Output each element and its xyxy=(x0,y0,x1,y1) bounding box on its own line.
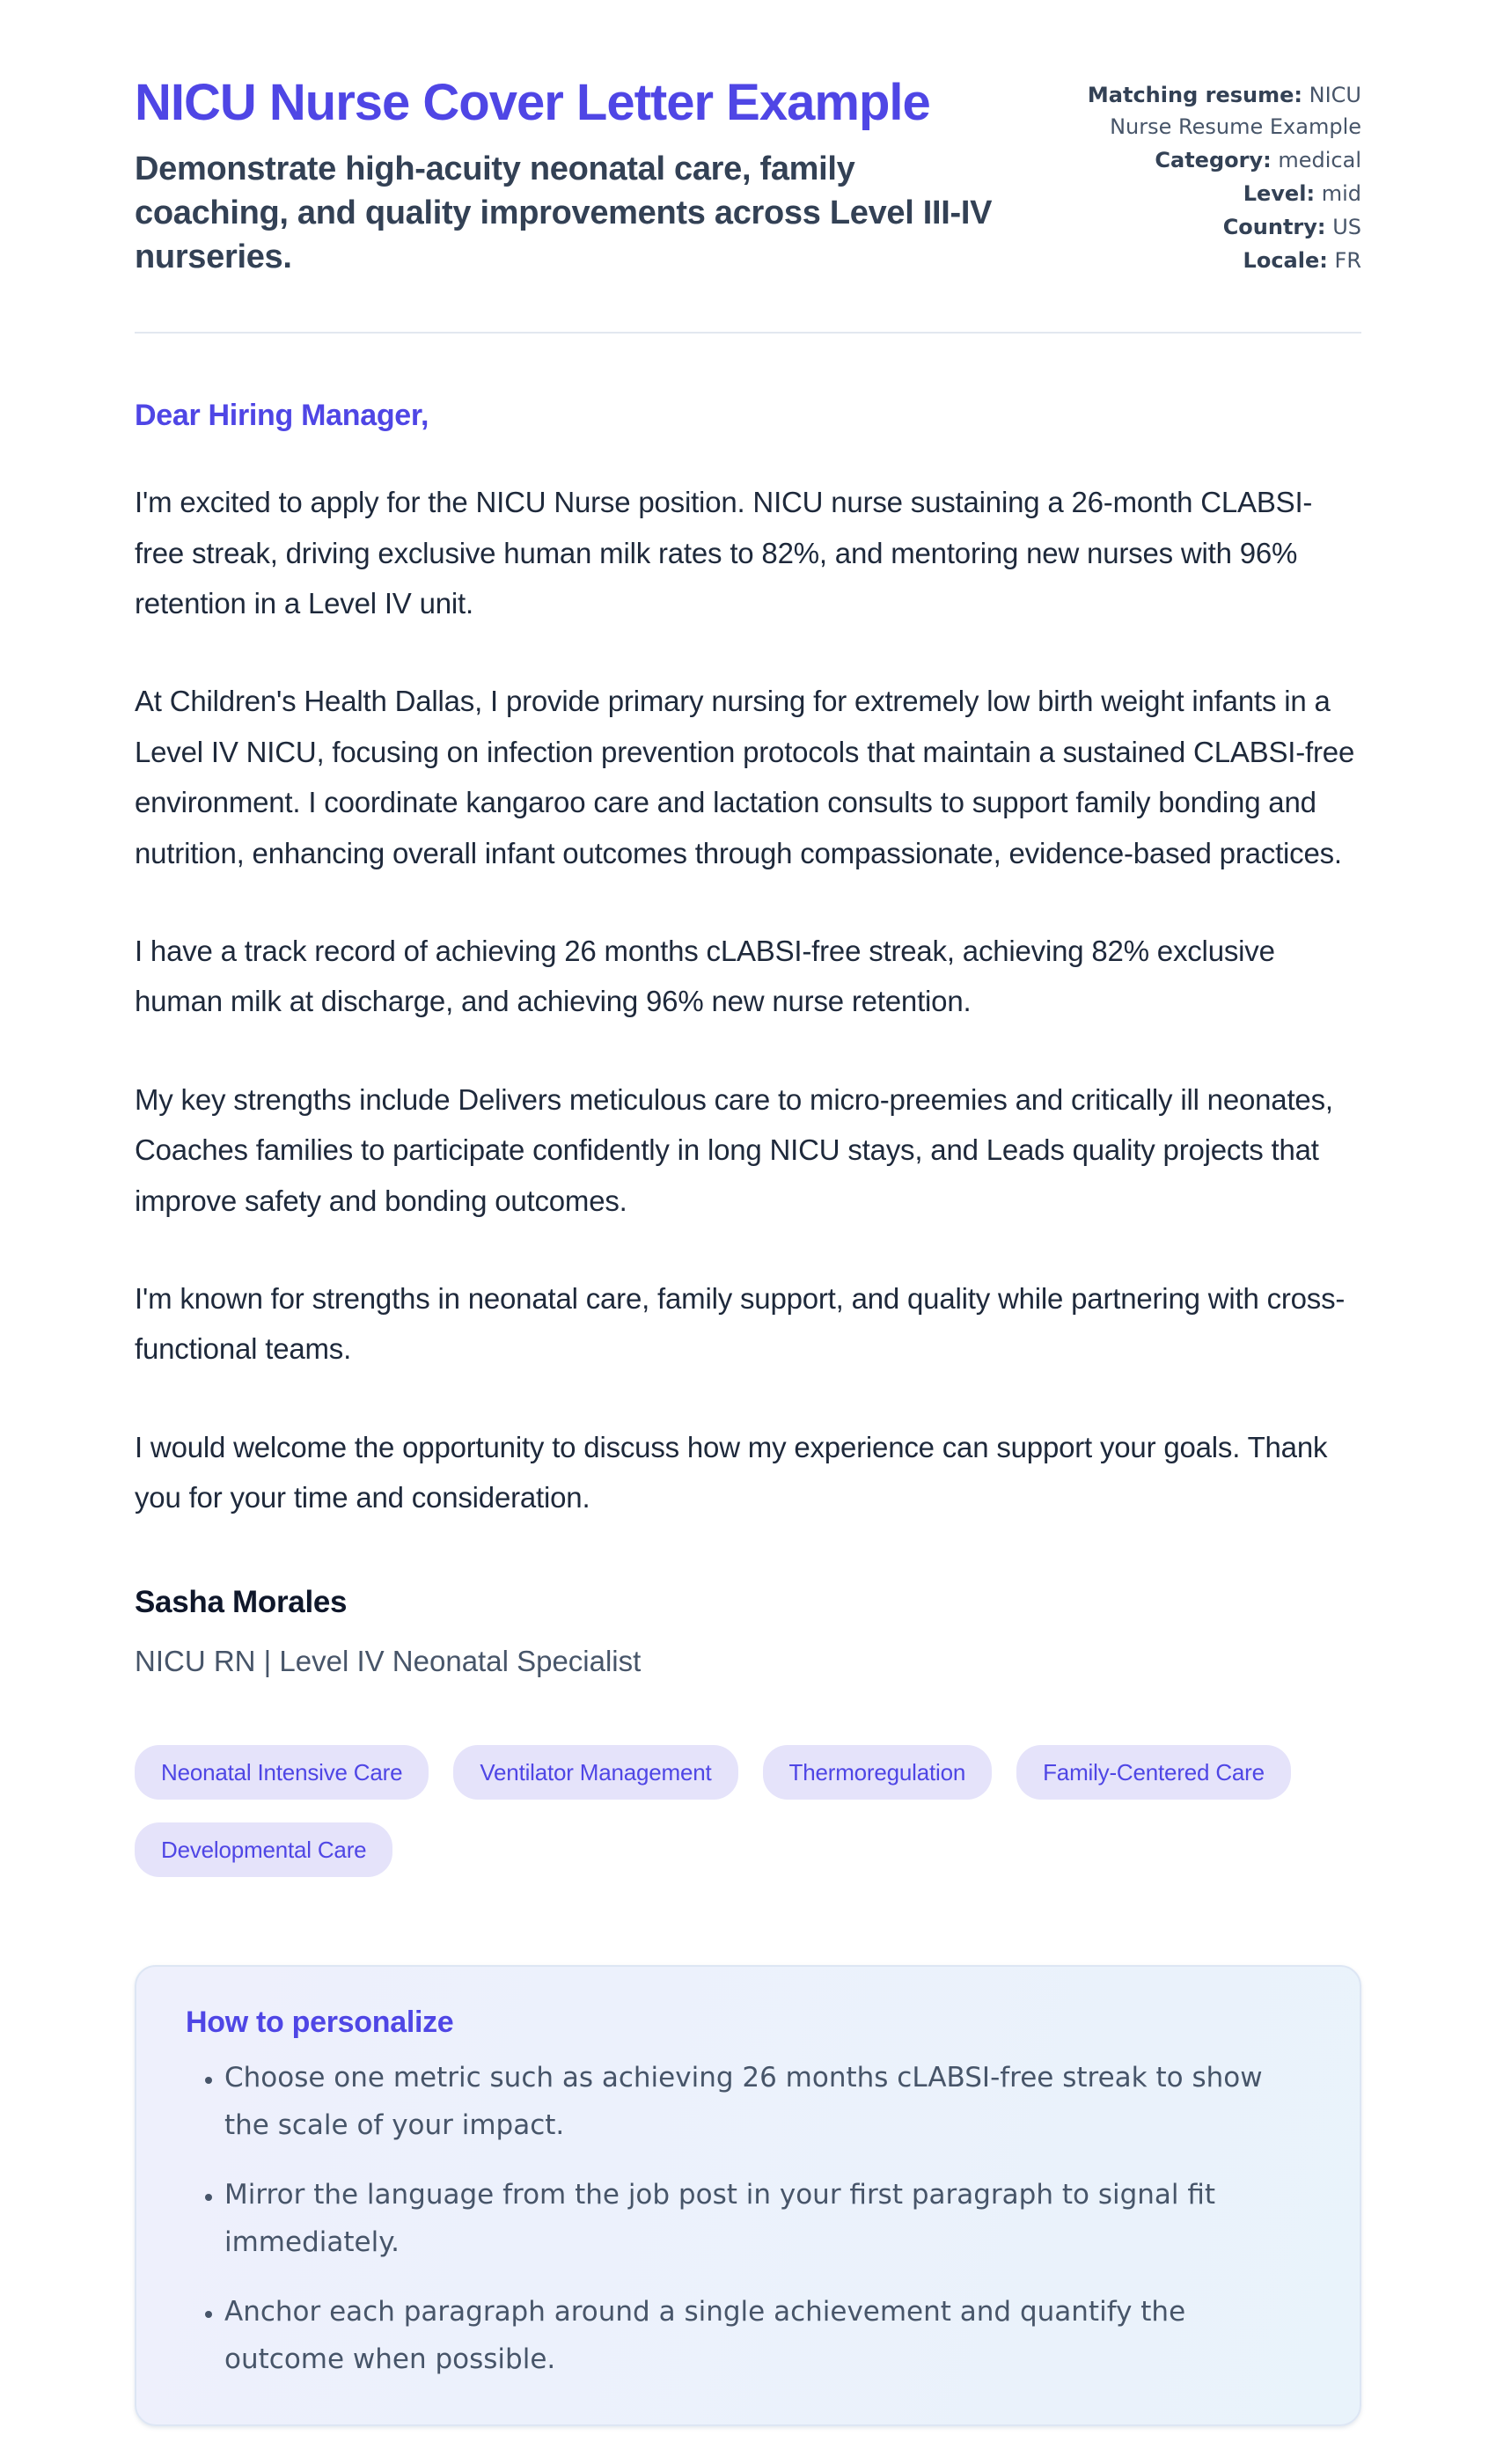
skill-tag: Developmental Care xyxy=(135,1822,392,1877)
page-subtitle: Demonstrate high-acuity neonatal care, family coaching, and quality improvements across Level III-IV nurseries. xyxy=(135,150,993,275)
signature-block xyxy=(135,1585,1361,1678)
letter-paragraph: My key strengths include Delivers meticulous care to micro-preemies and critically ill neonates, Coaches families to participate confidently in long NICU stays, and Leads quality projects that improve safety and bonding outcomes. xyxy=(135,1082,1333,1217)
meta-category xyxy=(1080,144,1361,176)
meta-value: US xyxy=(1332,215,1361,239)
signature-role: NICU RN | Level IV Neonatal Specialist xyxy=(135,1644,642,1677)
letter-paragraph: I would welcome the opportunity to discuss how my experience can support your goals. Thank you for your time and consideration. xyxy=(135,1430,1328,1514)
letter-greeting: Dear Hiring Manager, xyxy=(135,399,429,433)
signature-name: Sasha Morales xyxy=(135,1584,348,1619)
meta-country xyxy=(1080,211,1361,243)
letter-paragraph: At Children's Health Dallas, I provide primary nursing for extremely low birth weight infants in a Level IV NICU, focusing on infection prevention protocols that maintain a sustained CLABSI-free environment. I coordinate kangaroo care and lactation consults to support family bonding and nutrition, enhancing overall infant outcomes through compassionate, evidence-based practices. xyxy=(135,685,1355,869)
letter-paragraph: I'm excited to apply for the NICU Nurse position. NICU nurse sustaining a 26-month CLABSI-free streak, driving exclusive human milk rates to 82%, and mentoring new nurses with 96% retention in a Level IV unit. xyxy=(135,486,1313,620)
meta-label: Matching resume: xyxy=(1087,83,1302,107)
page-header xyxy=(135,76,1361,334)
meta-value: medical xyxy=(1278,148,1361,172)
tip-list xyxy=(186,2054,1310,2384)
header-title-block xyxy=(135,76,1080,279)
resume-meta-block xyxy=(1080,76,1361,278)
meta-matching-resume xyxy=(1080,79,1361,143)
meta-value: mid xyxy=(1321,181,1361,206)
letter-paragraph: I'm known for strengths in neonatal care, family support, and quality while partnering with cross-functional teams. xyxy=(135,1281,1346,1366)
meta-label: Country: xyxy=(1222,215,1326,239)
tip-item: • Choose one metric such as achieving 26 months cLABSI-free streak to show the scale of your impact. xyxy=(224,2054,1310,2150)
page-title: NICU Nurse Cover Letter Example xyxy=(135,74,930,131)
how-to-personalize-card xyxy=(135,1965,1361,2426)
skill-tag: Neonatal Intensive Care xyxy=(135,1745,429,1800)
skill-tag: Ventilator Management xyxy=(453,1745,737,1800)
cover-letter-page xyxy=(135,0,1361,2426)
meta-value: NICU Nurse Resume Example xyxy=(1110,83,1361,139)
tip-item: • Anchor each paragraph around a single achievement and quantify the outcome when possible. xyxy=(224,2288,1310,2384)
meta-label: Level: xyxy=(1243,181,1316,206)
meta-label: Category: xyxy=(1155,148,1272,172)
cover-letter-body xyxy=(135,334,1361,1877)
letter-paragraph: I have a track record of achieving 26 months cLABSI-free streak, achieving 82% exclusive human milk at discharge, and achieving 96% new nurse retention. xyxy=(135,934,1275,1018)
meta-label: Locale: xyxy=(1243,248,1328,273)
meta-level xyxy=(1080,178,1361,209)
meta-locale xyxy=(1080,245,1361,276)
skill-tag-list xyxy=(135,1745,1361,1877)
tip-card-title: How to personalize xyxy=(186,2005,454,2039)
meta-value: FR xyxy=(1334,248,1361,273)
tip-item: • Mirror the language from the job post in your first paragraph to signal fit immediately. xyxy=(224,2171,1310,2267)
skill-tag: Thermoregulation xyxy=(763,1745,993,1800)
skill-tag: Family-Centered Care xyxy=(1016,1745,1291,1800)
